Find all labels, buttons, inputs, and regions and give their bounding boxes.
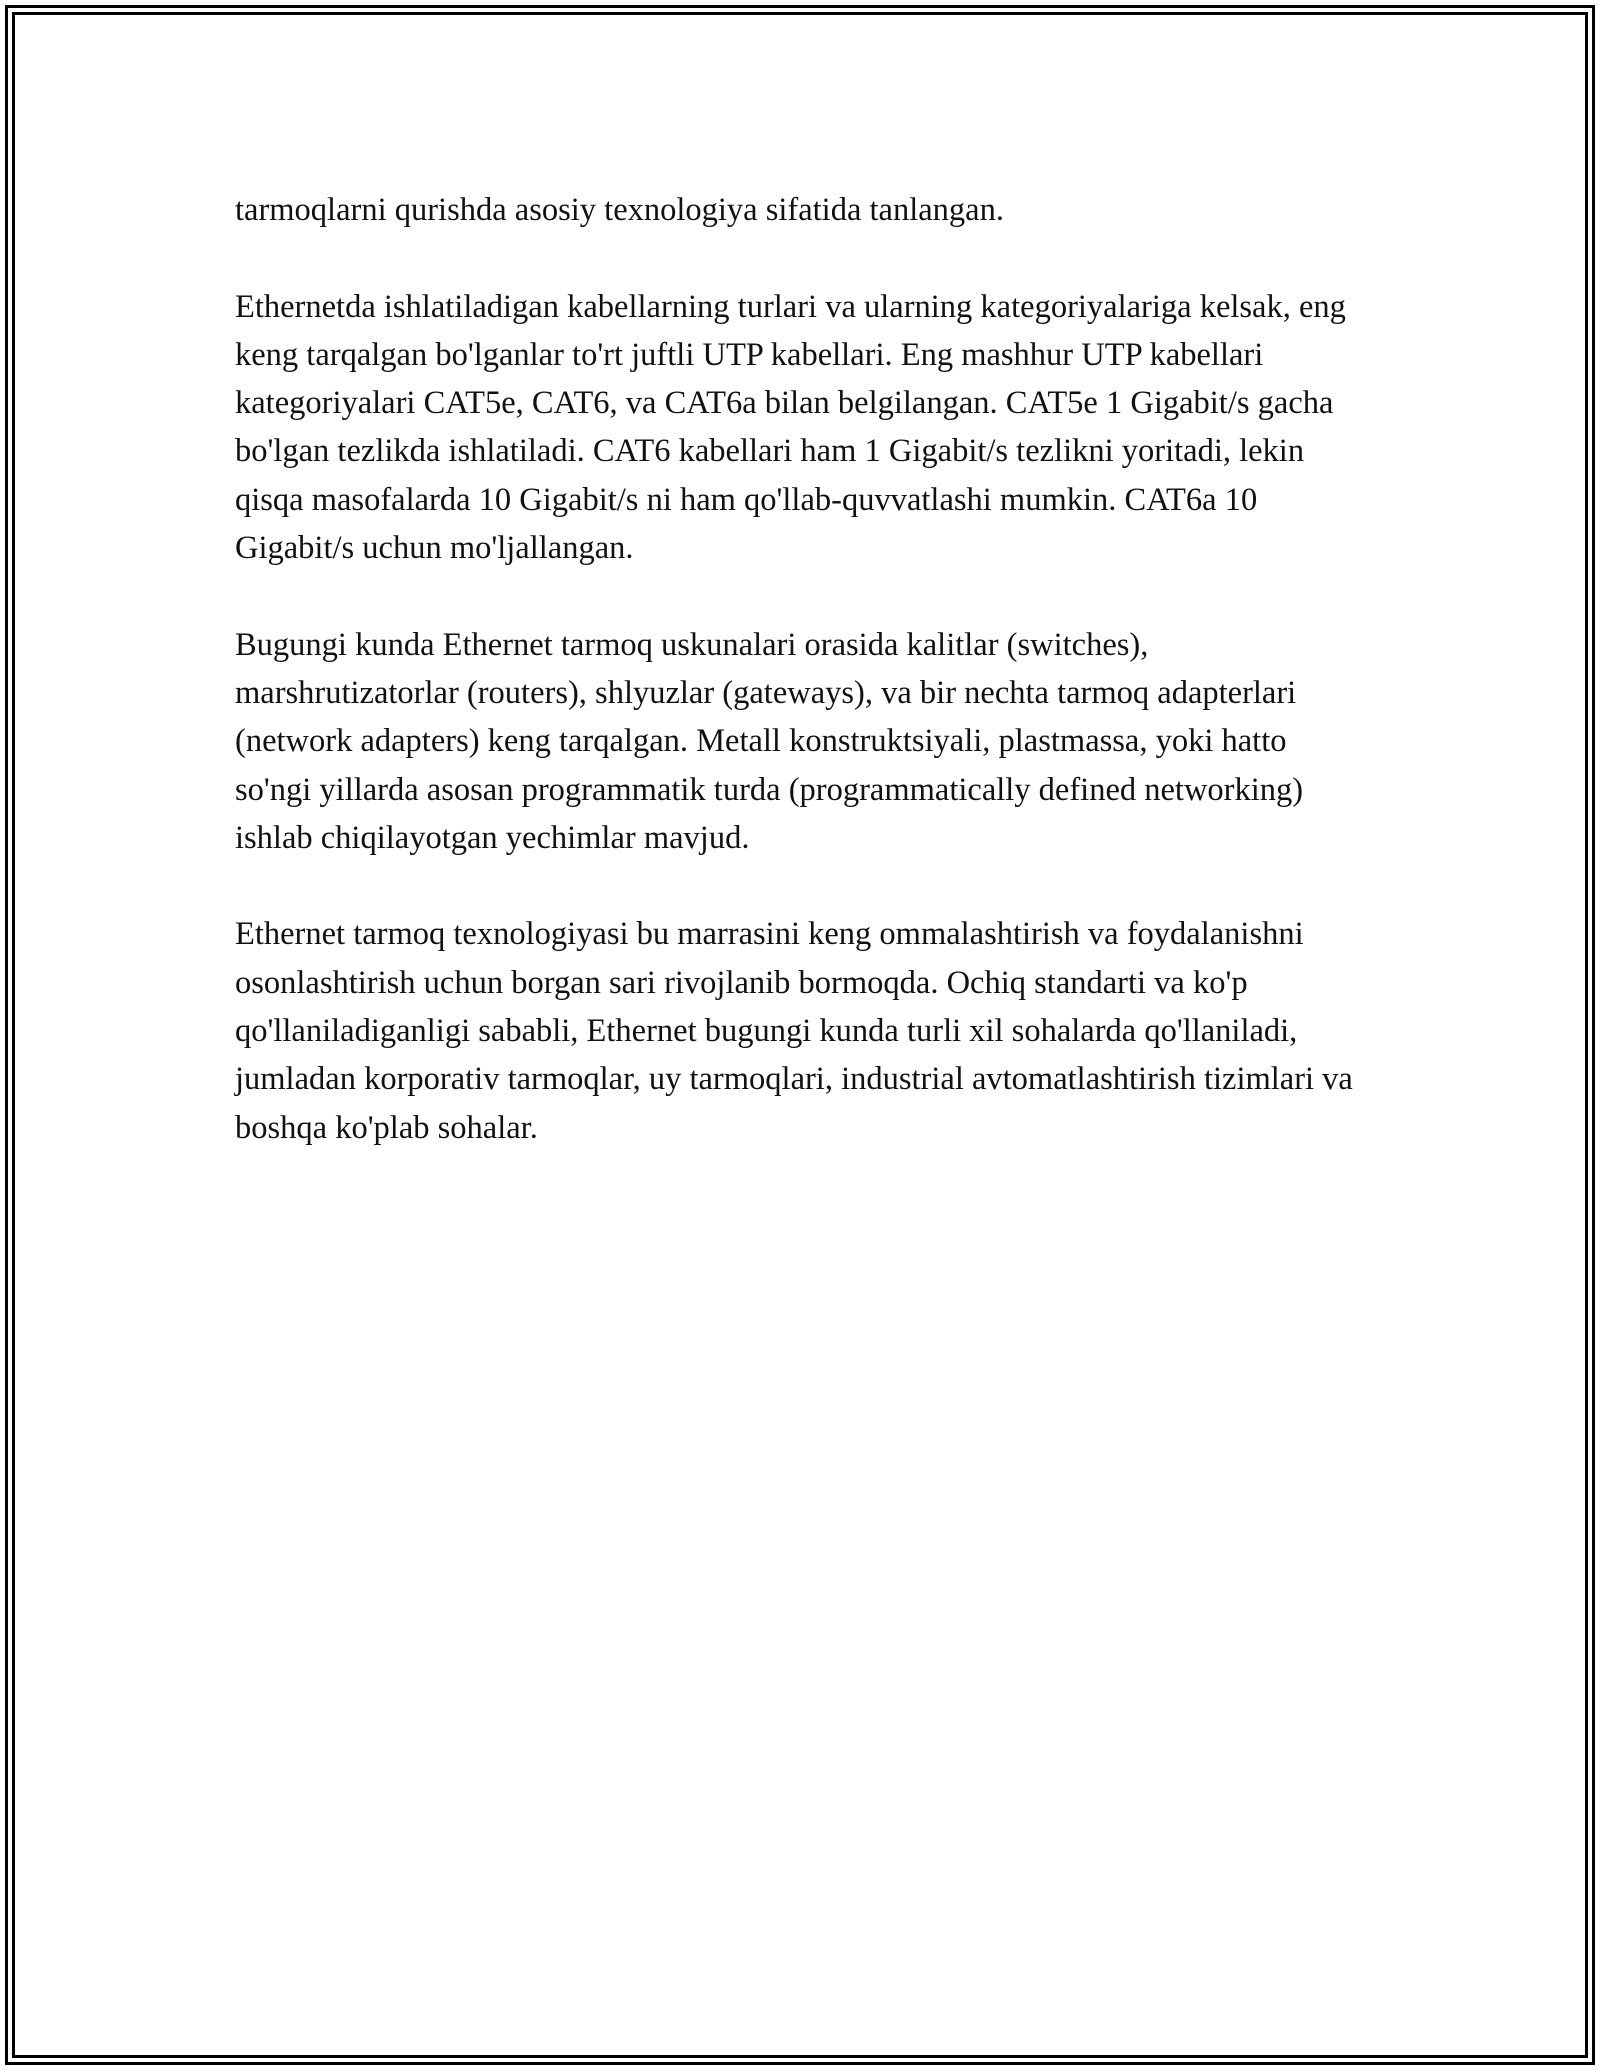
paragraph-1: tarmoqlarni qurishda asosiy texnologiya sifatida tanlangan.: [235, 192, 1004, 228]
paragraph-4: Ethernet tarmoq texnologiyasi bu marrasini keng ommalashtirish va foydalanishni osonlashtirish uchun borgan sari rivojlanib bormoqda. Ochiq standarti va ko'p qo'llaniladiganligi sababli, Ethernet bugungi kunda turli xil sohalarda qo'llaniladi, jumladan korporativ tarmoqlar, uy tarmoqlari, industrial avtomatlashtirish tizimlari va boshqa ko'plab sohalar.: [235, 916, 1353, 1146]
paragraph-3: Bugungi kunda Ethernet tarmoq uskunalari orasida kalitlar (switches), marshrutizatorlar (routers), shlyuzlar (gateways), va bir nechta tarmoq adapterlari (network adapters) keng tarqalgan. Metall konstruktsiyali, plastmassa, yoki hatto so'ngi yillarda asosan programmatik turda (programmatically defined networking) ishlab chiqilayotgan yechimlar mavjud.: [235, 626, 1304, 856]
paragraph-2: Ethernetda ishlatiladigan kabellarning turlari va ularning kategoriyalariga kelsak, eng keng tarqalgan bo'lganlar to'rt juftli UTP kabellari. Eng mashhur UTP kabellari kategoriyalari CAT5e, CAT6, va CAT6a bilan belgilangan. CAT5e 1 Gigabit/s gacha bo'lgan tezlikda ishlatiladi. CAT6 kabellari ham 1 Gigabit/s tezlikni yoritadi, lekin qisqa masofalarda 10 Gigabit/s ni ham qo'llab-quvvatlashi mumkin. CAT6a 10 Gigabit/s uchun mo'ljallangan.: [235, 288, 1346, 567]
document-body: [235, 186, 1365, 1200]
